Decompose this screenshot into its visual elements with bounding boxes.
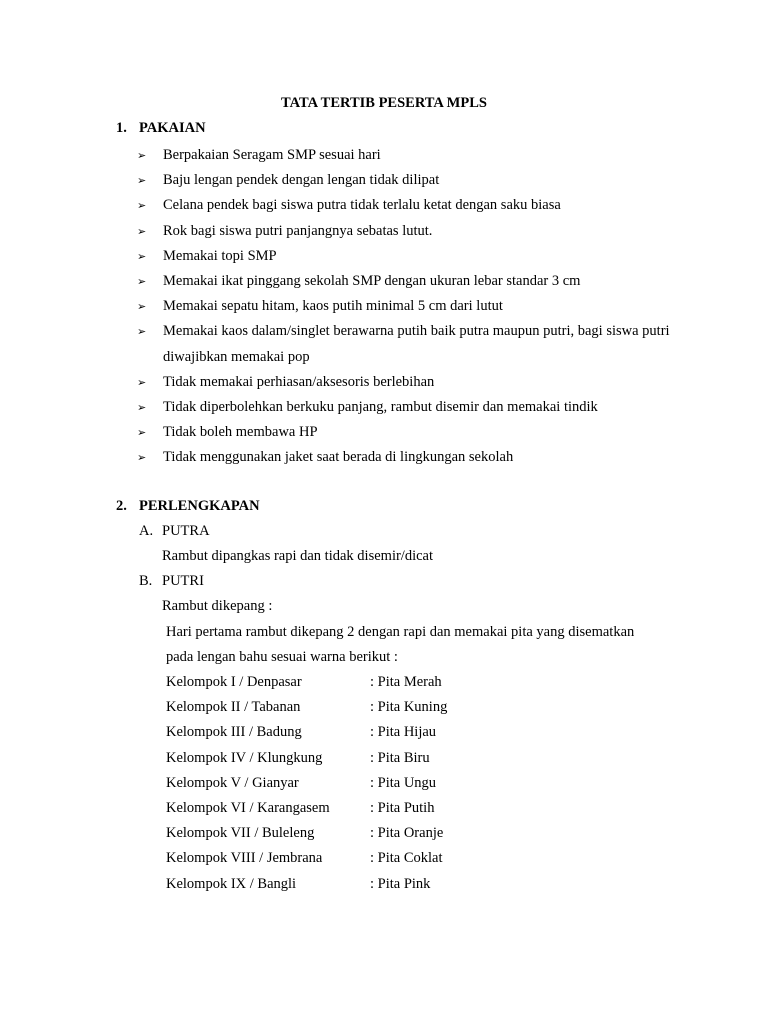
- group-name: Kelompok V / Gianyar: [166, 774, 299, 791]
- ribbon-color: : Pita Coklat: [370, 850, 443, 867]
- arrowhead-bullet-icon: ➢: [137, 149, 147, 162]
- list-item: ➢ Memakai topi SMP: [137, 244, 697, 269]
- ribbon-color: : Pita Merah: [370, 674, 442, 690]
- arrowhead-bullet-icon: ➢: [137, 401, 147, 415]
- subsection-putri-heading: [139, 571, 204, 591]
- list-item: ➢ Tidak boleh membawa HP: [137, 420, 697, 445]
- arrowhead-bullet-icon: ➢: [137, 426, 147, 440]
- arrowhead-bullet-icon: ➢: [137, 451, 147, 465]
- putri-rule-text-line-2: pada lengan bahu sesuai warna berikut :: [166, 649, 398, 665]
- section-heading-pakaian: [116, 118, 206, 138]
- section-number: 1.: [116, 120, 127, 136]
- document-title: TATA TERTIB PESERTA MPLS: [281, 95, 487, 111]
- arrowhead-bullet-icon: ➢: [137, 375, 147, 389]
- list-item: ➢ Memakai kaos dalam/singlet berawarna putih baik putra maupun putri, bagi siswa putri diwajibkan memakai pop: [137, 319, 697, 369]
- putri-rule-text-line-1: Hari pertama rambut dikepang 2 dengan rapi dan memakai pita yang disematkan: [166, 624, 635, 640]
- ribbon-color: : Pita Kuning: [370, 699, 448, 716]
- arrowhead-bullet-icon: ➢: [137, 224, 147, 238]
- section-title: PAKAIAN: [139, 120, 206, 136]
- putra-rule-text: Rambut dipangkas rapi dan tidak disemir/dicat: [162, 548, 434, 564]
- pakaian-rules-list: [137, 143, 697, 471]
- list-item: ➢ Berpakaian Seragam SMP sesuai hari: [137, 143, 697, 168]
- list-item: ➢ Celana pendek bagi siswa putra tidak terlalu ketat dengan saku biasa: [137, 193, 697, 218]
- list-item: ➢ Tidak diperbolehkan berkuku panjang, rambut disemir dan memakai tindik: [137, 395, 697, 420]
- group-name: Kelompok II / Tabanan: [166, 699, 301, 716]
- arrowhead-bullet-icon: ➢: [137, 325, 147, 339]
- ribbon-color: : Pita Hijau: [370, 724, 437, 741]
- subsection-label: PUTRI: [162, 573, 204, 589]
- section-heading-perlengkapan: [116, 496, 260, 516]
- section-title: PERLENGKAPAN: [139, 498, 260, 514]
- ribbon-color: : Pita Oranje: [370, 825, 444, 842]
- list-item: ➢ Memakai sepatu hitam, kaos putih minimal 5 cm dari lutut: [137, 294, 697, 319]
- ribbon-color: : Pita Pink: [370, 875, 431, 892]
- subsection-label: PUTRA: [162, 523, 210, 539]
- group-name: Kelompok I / Denpasar: [166, 674, 302, 690]
- list-item: ➢ Tidak memakai perhiasan/aksesoris berlebihan: [137, 370, 697, 395]
- list-item: ➢ Rok bagi siswa putri panjangnya sebatas lutut.: [137, 219, 697, 244]
- arrowhead-bullet-icon: ➢: [137, 199, 147, 213]
- section-number: 2.: [116, 498, 127, 514]
- group-name: Kelompok VIII / Jembrana: [166, 850, 323, 867]
- list-item: ➢ Memakai ikat pinggang sekolah SMP dengan ukuran lebar standar 3 cm: [137, 269, 697, 294]
- group-name: Kelompok III / Badung: [166, 724, 302, 741]
- group-name: Kelompok IX / Bangli: [166, 875, 297, 892]
- arrowhead-bullet-icon: ➢: [137, 249, 147, 263]
- ribbon-color: : Pita Ungu: [370, 774, 437, 791]
- putri-intro-text: Rambut dikepang :: [162, 598, 273, 614]
- arrowhead-bullet-icon: ➢: [137, 174, 147, 188]
- group-name: Kelompok IV / Klungkung: [166, 749, 323, 766]
- list-item: ➢ Baju lengan pendek dengan lengan tidak dilipat: [137, 168, 697, 193]
- subsection-putra-heading: [139, 521, 210, 541]
- group-name: Kelompok VII / Buleleng: [166, 825, 315, 842]
- ribbon-color: : Pita Biru: [370, 749, 430, 766]
- subsection-letter: B.: [139, 573, 153, 589]
- arrowhead-bullet-icon: ➢: [137, 275, 147, 289]
- subsection-letter: A.: [139, 523, 154, 539]
- arrowhead-bullet-icon: ➢: [137, 300, 147, 314]
- group-name: Kelompok VI / Karangasem: [166, 799, 330, 816]
- list-item: ➢ Tidak menggunakan jaket saat berada di lingkungan sekolah: [137, 445, 697, 470]
- ribbon-color: : Pita Putih: [370, 799, 435, 816]
